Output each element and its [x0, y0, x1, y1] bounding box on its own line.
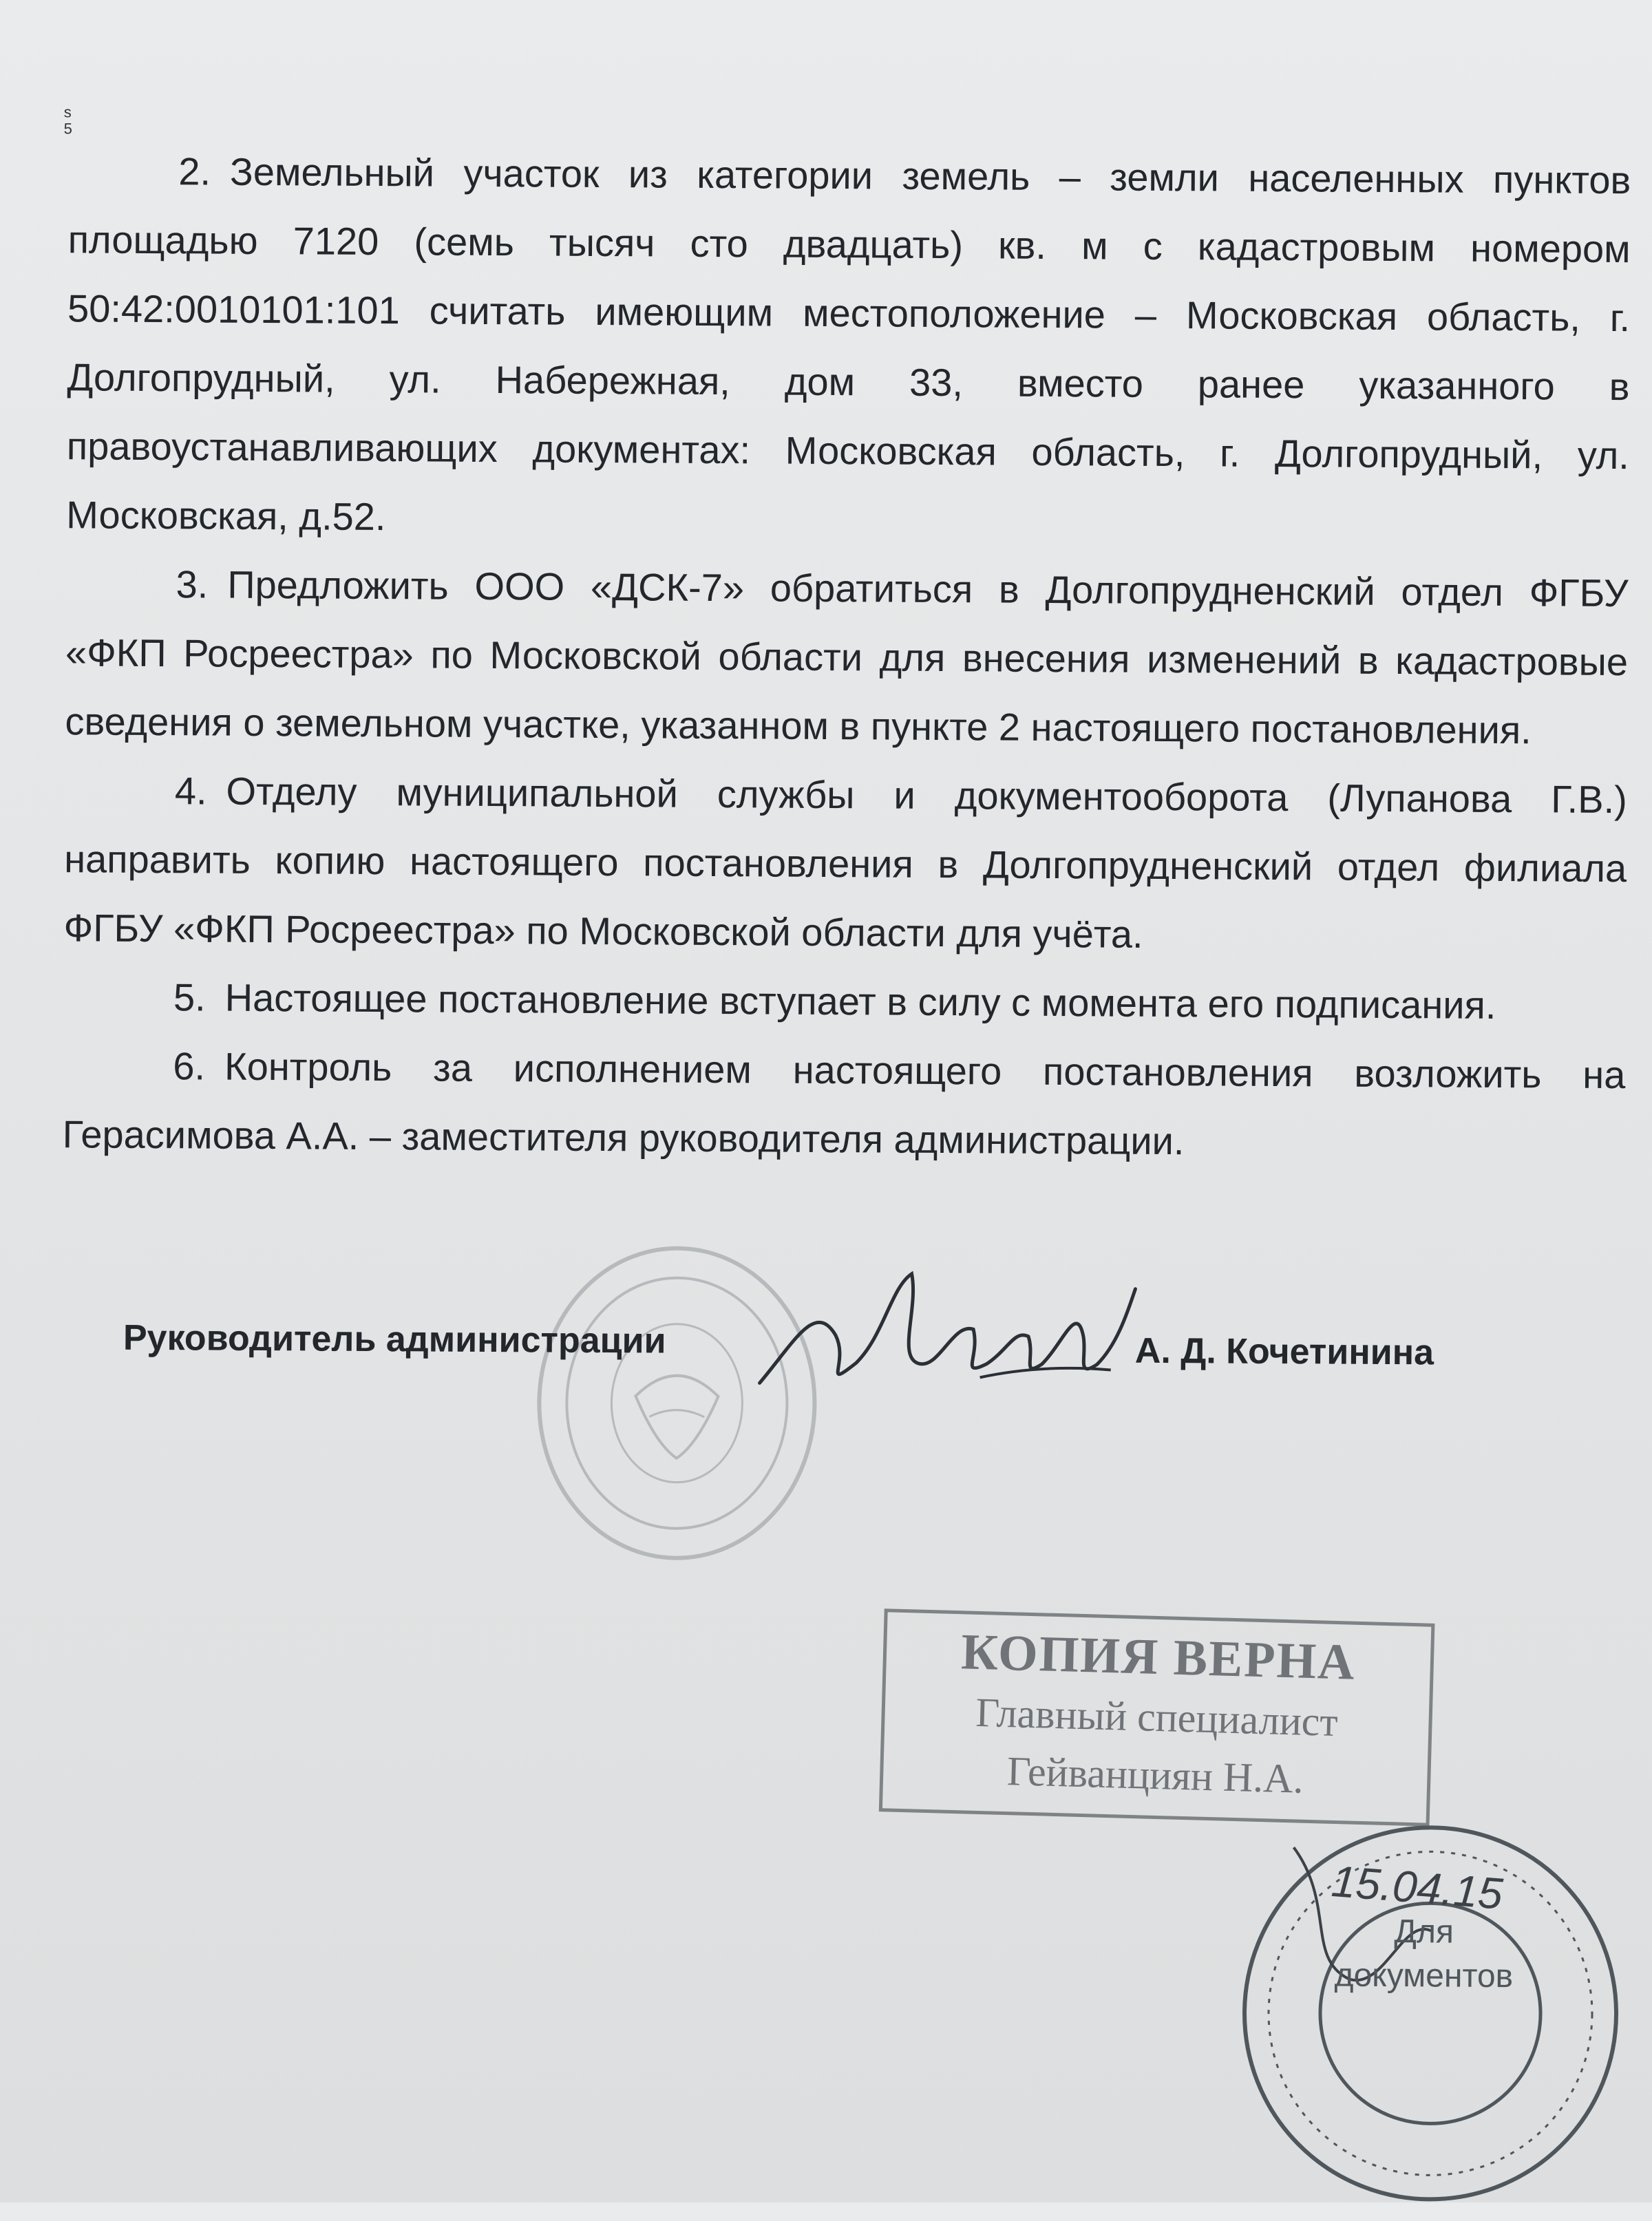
paragraph-number: 3.	[176, 562, 209, 606]
seal-date: 15.04.15	[1329, 1856, 1505, 1919]
stamp-person: Гейванциян Н.А.	[1006, 1748, 1304, 1802]
paragraph-number: 4.	[174, 769, 207, 813]
paragraph-text: Контроль за исполнением настоящего постановления возложить на Герасимова А.А. – заместителя руководителя администрации.	[62, 1044, 1626, 1163]
paragraph-3	[65, 549, 1629, 765]
paragraph-text: Предложить ООО «ДСК-7» обратиться в Долгопрудненский отдел ФГБУ «ФКП Росреестра» по Московской области для внесения изменений в кадастровые сведения о земельном участке, указанном в пункте 2 настоящего постановления.	[65, 562, 1629, 752]
corner-mark: s 5	[63, 103, 74, 138]
seal-line-1: Для	[1394, 1913, 1454, 1951]
paragraph-4	[63, 756, 1627, 972]
paragraph-number: 5.	[173, 975, 206, 1019]
paragraph-text: Отделу муниципальной службы и документооборота (Лупанова Г.В.) направить копию настоящего постановления в Долгопрудненский отдел филиала ФГБУ «ФКП Росреестра» по Московской области для учёта.	[63, 769, 1627, 956]
paragraph-number: 6.	[173, 1044, 206, 1088]
paragraph-6	[62, 1031, 1625, 1178]
copy-certified-stamp	[879, 1608, 1435, 1827]
handwritten-signature-icon	[752, 1259, 1139, 1419]
paragraph-5	[63, 962, 1627, 1041]
paragraph-text: Земельный участок из категории земель – земли населенных пунктов площадью 7120 (семь тысяч сто двадцать) кв. м с кадастровым номером 50:42:0010101:101 считать имеющим местоположение – Московская область, г. Долгопрудный, ул. Набережная, дом 33, вместо ранее указанного в правоустанавливающих документах: Московская область, г. Долгопрудный, ул. Московская, д.52.	[66, 149, 1631, 539]
paragraph-text: Настоящее постановление вступает в силу с момента его подписания.	[224, 975, 1496, 1027]
stamp-title: КОПИЯ ВЕРНА	[960, 1624, 1357, 1691]
seal-line-2: документов	[1334, 1957, 1514, 1995]
paragraph-number: 2.	[178, 149, 211, 193]
paragraph-2	[66, 136, 1631, 559]
seal-inner-text	[1320, 1909, 1527, 1999]
signatory-role: Руководитель администрации	[123, 1317, 666, 1361]
document-body	[62, 136, 1631, 1178]
stamp-position: Главный специалист	[975, 1689, 1339, 1745]
signatory-name: А. Д. Кочетинина	[1134, 1330, 1434, 1373]
